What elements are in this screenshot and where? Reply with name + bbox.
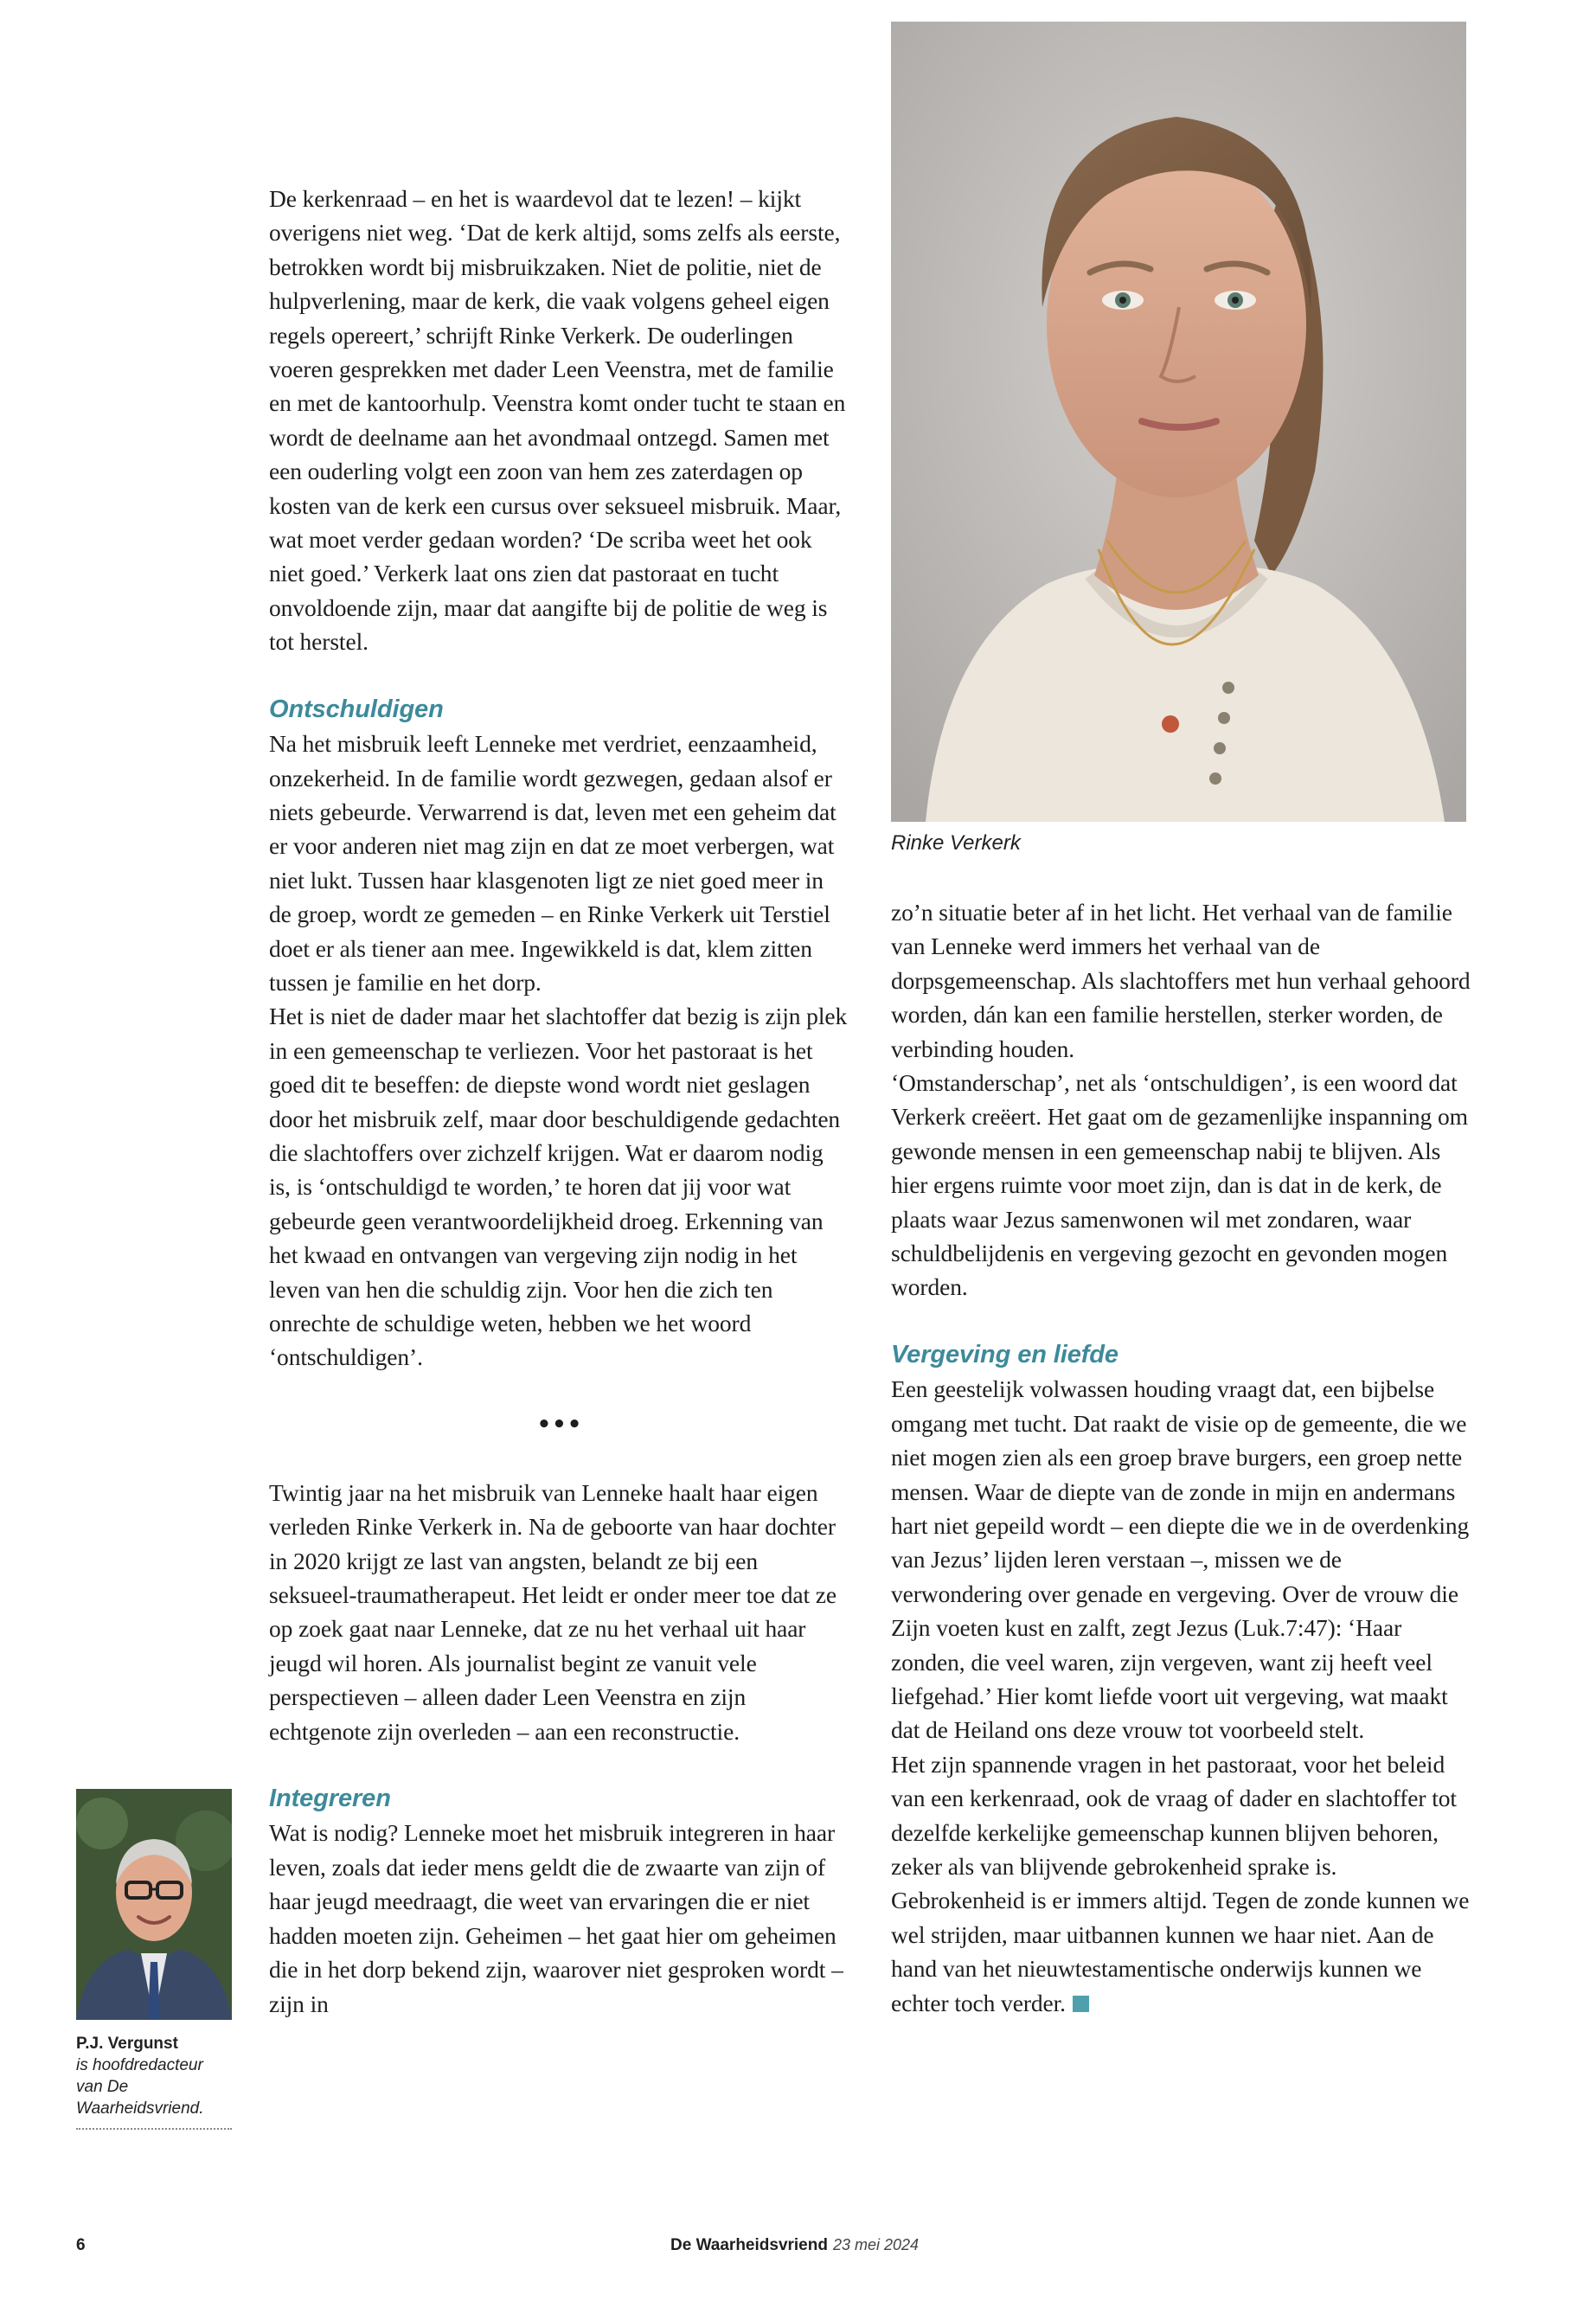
section-heading-vergeving-en-liefde: Vergeving en liefde <box>891 1340 1118 1368</box>
paragraph: Het is niet de dader maar het slachtoffer dat bezig is zijn plek in een gemeenschap te verliezen. Voor het pastoraat is het goed dit te beseffen: de diepste wond wordt niet geslagen door het misbruik zelf, maar door beschuldigende gedachten die slachtoffers over zichzelf krijgen. Wat er daarom nodig is, is ‘ontschuldigd te worden,’ te horen dat jij voor wat gebeurde geen verantwoordelijkheid droeg. Erkenning van het kwaad en ontvangen van vergeving zijn nodig in het leven van hen die schuldig zijn. Voor hen die zich ten onrechte de schuldige weten, hebben we het woord ‘ontschuldigen’. <box>269 1003 848 1371</box>
article-column-right <box>891 895 1472 2020</box>
section-separator: ••• <box>536 1411 583 1438</box>
author-illustration <box>76 1789 232 2020</box>
paragraph: Twintig jaar na het misbruik van Lenneke haalt haar eigen verleden Rinke Verkerk in. Na de geboorte van haar dochter in 2020 krijgt ze last van angsten, belandt ze bij een seksueel-traumatherapeut. Het leidt er onder meer toe dat ze op zoek gaat naar Lenneke, dat ze nu het verhaal uit haar jeugd wil horen. Als journalist begint ze vanuit vele perspectieven – alleen dader Leen Veenstra en zijn echtgenote zijn overleden – aan een reconstructie. <box>269 1478 836 1745</box>
portrait-illustration <box>891 22 1466 822</box>
author-role: is hoofdredacteur van De Waarheidsvriend. <box>76 2056 204 2118</box>
paragraph: Na het misbruik leeft Lenneke met verdriet, eenzaamheid, onzekerheid. In de familie wordt gezwegen, gedaan alsof er niets gebeurde. Verwarrend is dat, leven met een geheim dat er voor anderen niet mag zijn en dat ze moet verbergen, wat niet lukt. Tussen haar klasgenoten ligt ze niet goed meer in de groep, wordt ze gemeden – en Rinke Verkerk uit Terstiel doet er als tiener aan mee. Ingewikkeld is dat, klem zitten tussen je familie en het dorp. <box>269 730 836 996</box>
photo-caption: Rinke Verkerk <box>891 831 1021 855</box>
page-footer <box>0 2236 1596 2262</box>
author-photo <box>76 1789 232 2020</box>
spacer <box>269 1748 850 1782</box>
spacer <box>269 1442 850 1476</box>
spacer <box>891 1304 1472 1338</box>
paragraph-final <box>891 1747 1472 2020</box>
paragraph: zo’n situatie beter af in het licht. Het verhaal van de familie van Lenneke werd immers het verhaal van de dorpsgemeenschap. Als slachtoffers met hun verhaal gehoord worden, dán kan een familie herstellen, sterker worden, de verbinding houden. <box>891 899 1471 1062</box>
paragraph: ‘Omstanderschap’, net als ‘ontschuldigen’, is een woord dat Verkerk creëert. Het gaat om de gezamenlijke inspanning om gewonde mensen in een gemeenschap nabij te blijven. Als hier ergens ruimte voor moet zijn, dan is dat in de kerk, de plaats waar Jezus samenwonen wil met zondaren, waar schuldbelijdenis en vergeving gezocht en gevonden mogen worden. <box>891 1069 1468 1301</box>
section-heading-integreren: Integreren <box>269 1785 391 1813</box>
spacer <box>269 659 850 693</box>
publication-date: 23 mei 2024 <box>832 2236 920 2253</box>
article-column-left <box>269 182 850 2021</box>
publication-name: De Waarheidsvriend <box>670 2236 828 2254</box>
author-info <box>76 2033 232 2130</box>
end-of-article-mark <box>1073 1996 1089 2012</box>
paragraph-intro: De kerkenraad – en het is waardevol dat te lezen! – kijkt overigens niet weg. ‘Dat de kerk altijd, soms zelfs als eerste, betrokken wordt bij misbruikzaken. Niet de politie, niet de hulpverlening, maar de kerk, die vaak volgens geheel eigen regels opereert,’ schrijft Rinke Verkerk. De ouderlingen voeren gesprekken met dader Leen Veenstra, met de familie en met de kantoorhulp. Veenstra komt onder tucht te staan en wordt de deelname aan het avondmaal ontzegd. Samen met een ouderling volgt een zoon van hem zes zaterdagen op kosten van de kerk een cursus over seksueel misbruik. Maar, wat moet verder gedaan worden? ‘De scriba weet het ook niet goed.’ Verkerk laat ons zien dat pastoraat en tucht onvoldoende zijn, maar dat aangifte bij de politie de weg is tot herstel. <box>269 185 846 656</box>
section-heading-ontschuldigen: Ontschuldigen <box>269 695 444 723</box>
page-number: 6 <box>76 2236 86 2254</box>
paragraph-final-text: Het zijn spannende vragen in het pastoraat, voor het beleid van een kerkenraad, ook de vraag of dader en slachtoffer tot dezelfde kerkelijke gemeenschap kunnen blijven behoren, zeker als van blijvende gebrokenheid sprake is. Gebrokenheid is er immers altijd. Tegen de zonde kunnen we wel strijden, maar uitbannen kunnen we haar niet. Aan de hand van het nieuwtestamentische onderwijs kunnen we echter toch verder. <box>891 1750 1470 2016</box>
publication-line <box>670 2236 919 2255</box>
author-name: P.J. Vergunst <box>76 2035 178 2053</box>
spacer <box>269 1375 850 1408</box>
paragraph: Wat is nodig? Lenneke moet het misbruik integreren in haar leven, zoals dat ieder mens geldt die de zwaarte van zijn of haar jeugd meedraagt, die weet van ervaringen die er niet hadden moeten zijn. Geheimen – het gaat hier om geheimen die in het dorp bekend zijn, waarover niet gesproken wordt – zijn in <box>269 1819 843 2017</box>
paragraph: Een geestelijk volwassen houding vraagt dat, een bijbelse omgang met tucht. Dat raakt de visie op de gemeente, die we niet mogen zien als een groep brave burgers, een groep nette mensen. Waar de diepte van de zonde in mijn en andermans hart niet gepeild wordt – een diepte die we in de overdenking van Jezus’ lijden leren verstaan –, missen we de verwondering over genade en vergeving. Over de vrouw die Zijn voeten kust en zalft, zegt Jezus (Luk.7:47): ‘Haar zonden, die veel waren, zijn vergeven, want zij heeft veel liefgehad.’ Hier komt liefde voort uit vergeving, wat maakt dat de Heiland ons deze vrouw tot voorbeeld stelt. <box>891 1375 1470 1744</box>
portrait-photo-rinke-verkerk <box>891 22 1466 822</box>
